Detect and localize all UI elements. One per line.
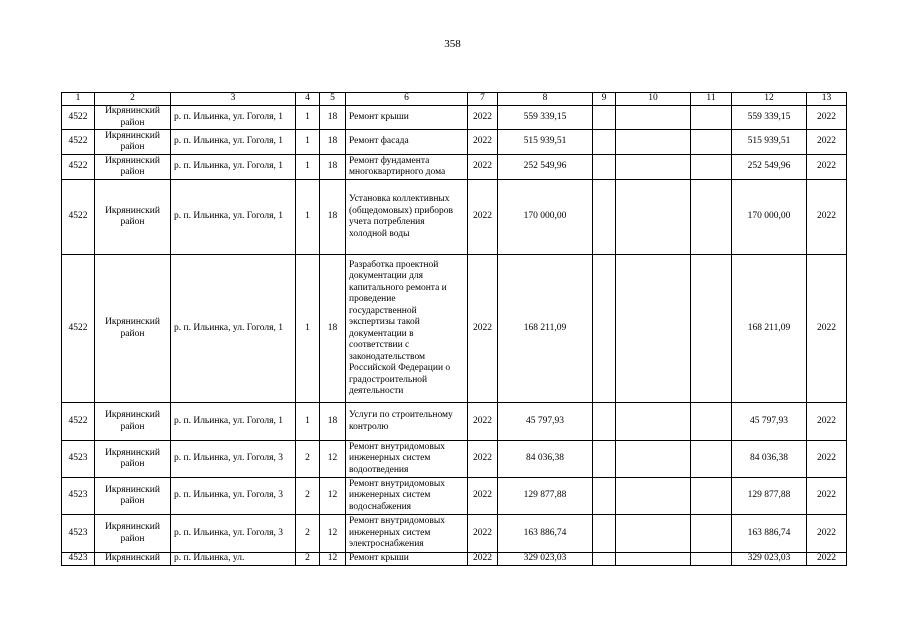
table-cell [593,515,616,553]
table-cell: 168 211,09 [498,255,593,403]
table-cell: 18 [320,255,346,403]
table-cell: Ремонт крыши [346,553,468,566]
table-cell: 4523 [62,553,95,566]
table-cell: 559 339,15 [732,106,807,130]
table-cell: 18 [320,106,346,130]
table-row [62,515,847,553]
table-cell [593,106,616,130]
column-header: 5 [320,93,346,106]
table-cell: Икрянинский [95,553,171,566]
table-cell: р. п. Ильинка, ул. Гоголя, 1 [171,403,296,441]
table-row [62,180,847,255]
column-header: 10 [616,93,691,106]
table-cell: Ремонт внутридомовых инженерных систем водоснабжения [346,478,468,515]
table-cell: Икрянинский район [95,106,171,130]
table-row [62,441,847,478]
table-cell [593,130,616,155]
table-cell: Ремонт фасада [346,130,468,155]
table-cell [593,478,616,515]
table-cell: 2022 [468,553,498,566]
column-header: 2 [95,93,171,106]
table-cell: Икрянинский район [95,515,171,553]
table-cell: 4522 [62,255,95,403]
header-row [62,93,847,106]
table-cell: 45 797,93 [498,403,593,441]
table-cell: р. п. Ильинка, ул. Гоголя, 1 [171,106,296,130]
table-cell: 2022 [807,155,847,180]
table-cell: 1 [296,403,320,441]
table-cell: 2022 [468,155,498,180]
column-header: 13 [807,93,847,106]
table-cell: Услуги по строительному контролю [346,403,468,441]
table-cell: 2 [296,553,320,566]
table-cell [691,553,732,566]
table-cell: 18 [320,155,346,180]
column-header: 4 [296,93,320,106]
column-header: 6 [346,93,468,106]
table-cell [691,106,732,130]
table-cell: 84 036,38 [498,441,593,478]
table-cell: р. п. Ильинка, ул. Гоголя, 1 [171,155,296,180]
table-cell: 515 939,51 [732,130,807,155]
table-cell: 2022 [807,130,847,155]
column-header: 11 [691,93,732,106]
table-cell: р. п. Ильинка, ул. Гоголя, 1 [171,130,296,155]
table-cell: Икрянинский район [95,255,171,403]
table-cell [691,180,732,255]
table-cell: 2 [296,478,320,515]
column-header: 3 [171,93,296,106]
table-cell [593,180,616,255]
table-cell: 1 [296,106,320,130]
table-cell: 4523 [62,441,95,478]
table-cell: 515 939,51 [498,130,593,155]
table-cell: Икрянинский район [95,441,171,478]
table-cell: 2022 [468,478,498,515]
table-cell: 4523 [62,478,95,515]
table-cell [616,180,691,255]
table-cell: 18 [320,180,346,255]
table-cell: р. п. Ильинка, ул. Гоголя, 1 [171,180,296,255]
table-cell: 84 036,38 [732,441,807,478]
table-cell: 163 886,74 [732,515,807,553]
table-cell: 252 549,96 [498,155,593,180]
table-row [62,478,847,515]
table-cell: 2022 [468,515,498,553]
table-cell: 4523 [62,515,95,553]
table-row [62,106,847,130]
table-cell [691,155,732,180]
table-cell: 329 023,03 [732,553,807,566]
table-cell: 4522 [62,180,95,255]
column-header: 12 [732,93,807,106]
table-row [62,155,847,180]
table-cell [593,403,616,441]
table-cell: Икрянинский район [95,155,171,180]
table-cell: 1 [296,130,320,155]
table-cell: 329 023,03 [498,553,593,566]
table-cell: 129 877,88 [732,478,807,515]
table-cell: Установка коллективных (общедомовых) приборов учета потребления холодной воды [346,180,468,255]
table-cell: р. п. Ильинка, ул. Гоголя, 1 [171,255,296,403]
table-cell [691,130,732,155]
table-cell: 2022 [807,106,847,130]
table-cell: 2022 [807,180,847,255]
table-cell: 4522 [62,155,95,180]
table-cell: 18 [320,130,346,155]
table-cell: 559 339,15 [498,106,593,130]
table-cell: 252 549,96 [732,155,807,180]
table-cell: 1 [296,155,320,180]
table-cell: 2022 [807,255,847,403]
table-cell: 4522 [62,106,95,130]
table-cell: Ремонт внутридомовых инженерных систем водоотведения [346,441,468,478]
table-cell [691,515,732,553]
table-cell: Разработка проектной документации для капитального ремонта и проведение государственной экспертизы такой документации в соответствии с законодательством Российской Федерации о градостроительной деятельности [346,255,468,403]
table-cell [593,255,616,403]
column-header: 9 [593,93,616,106]
table-cell: 2022 [807,515,847,553]
page-number: 358 [444,38,461,50]
table-cell: 2 [296,515,320,553]
table-cell: 170 000,00 [732,180,807,255]
table-cell: 2022 [468,255,498,403]
table-cell: 12 [320,553,346,566]
column-header: 8 [498,93,593,106]
table-cell: 2022 [807,403,847,441]
column-header: 7 [468,93,498,106]
table-cell [616,106,691,130]
table-cell [616,553,691,566]
table-cell: 1 [296,180,320,255]
table-cell [691,403,732,441]
table-cell: 2022 [468,441,498,478]
table-cell: 12 [320,515,346,553]
table-cell: 12 [320,478,346,515]
table-cell: 2022 [468,180,498,255]
table-row [62,553,847,566]
table-cell: 2022 [468,106,498,130]
table-cell: 2022 [468,130,498,155]
table-cell: Икрянинский район [95,403,171,441]
table-cell: 4522 [62,130,95,155]
table-cell: 163 886,74 [498,515,593,553]
table-cell [616,130,691,155]
table-cell [593,441,616,478]
table-cell [691,478,732,515]
table-body [62,93,847,566]
document-table [61,92,847,566]
table-cell [691,441,732,478]
table-cell: 2022 [807,441,847,478]
table-cell: Ремонт крыши [346,106,468,130]
table-row [62,130,847,155]
table-cell: р. п. Ильинка, ул. Гоголя, 3 [171,478,296,515]
table-cell [616,478,691,515]
table-cell: 18 [320,403,346,441]
table-cell: 1 [296,255,320,403]
table-cell [616,403,691,441]
table-cell: 2022 [807,478,847,515]
table-cell: Ремонт внутридомовых инженерных систем электроснабжения [346,515,468,553]
column-header: 1 [62,93,95,106]
table-cell [593,155,616,180]
table-cell: Икрянинский район [95,130,171,155]
table-row [62,403,847,441]
table-cell: 168 211,09 [732,255,807,403]
table-cell [616,441,691,478]
table-cell: 4522 [62,403,95,441]
table-cell: р. п. Ильинка, ул. Гоголя, 3 [171,515,296,553]
table-cell: 129 877,88 [498,478,593,515]
table-cell: 12 [320,441,346,478]
table-cell: 170 000,00 [498,180,593,255]
table-cell [593,553,616,566]
table-cell: р. п. Ильинка, ул. Гоголя, 3 [171,441,296,478]
table-cell: 2 [296,441,320,478]
table-cell: р. п. Ильинка, ул. [171,553,296,566]
table-cell: 2022 [468,403,498,441]
table-cell: Икрянинский район [95,478,171,515]
table-cell [616,255,691,403]
table-cell: 45 797,93 [732,403,807,441]
table-cell [691,255,732,403]
table-cell: Икрянинский район [95,180,171,255]
table-row [62,255,847,403]
table-cell [616,515,691,553]
table-cell: 2022 [807,553,847,566]
table-cell [616,155,691,180]
table-cell: Ремонт фундамента многоквартирного дома [346,155,468,180]
